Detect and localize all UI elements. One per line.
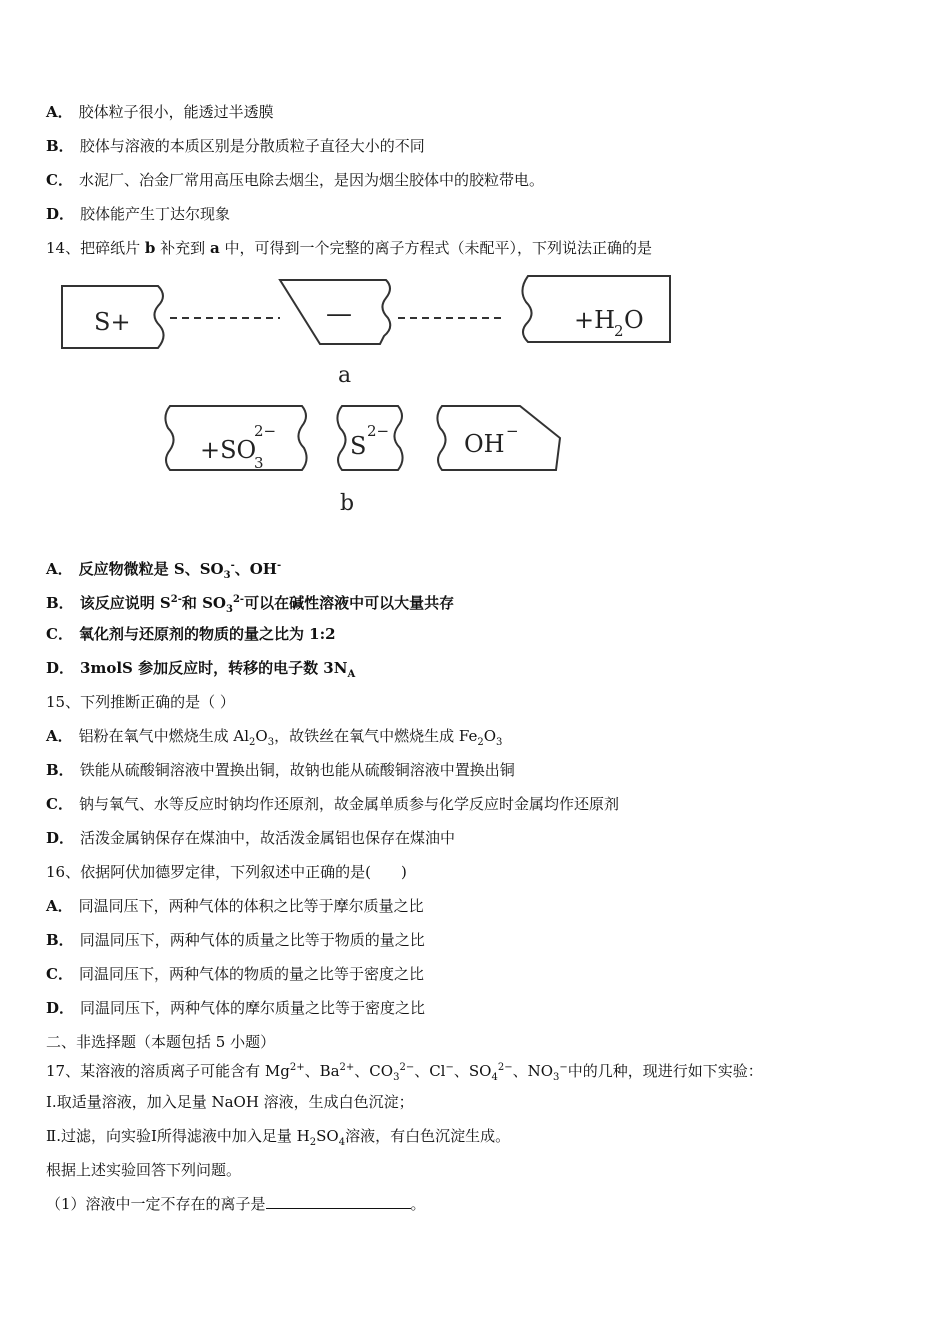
q17-stem — [46, 1058, 763, 1088]
piece-text-so-sup: 2− — [254, 422, 277, 440]
subscript: 3 — [225, 604, 233, 615]
q17-text: 。 — [410, 1195, 426, 1213]
piece-text-so-sub: 3 — [254, 454, 264, 472]
subscript: 3 — [393, 1072, 400, 1083]
option-letter: C． — [46, 625, 73, 643]
q17-text: 溶液，有白色沉淀生成。 — [345, 1127, 511, 1145]
label-a: a — [338, 363, 352, 388]
option-letter: B． — [46, 931, 74, 949]
option-text: 同温同压下，两种气体的体积之比等于摩尔质量之比 — [78, 897, 424, 915]
q13-option-c — [46, 170, 544, 190]
q16-option-c — [46, 964, 424, 984]
superscript: 2- — [232, 594, 245, 605]
subscript: 3 — [267, 737, 275, 748]
superscript: 2+ — [339, 1062, 355, 1073]
subscript: 3 — [553, 1072, 560, 1083]
q14-stem-part: 中，可得到一个完整的离子方程式（未配平），下列说法正确的是 — [224, 239, 652, 257]
piece-text-s-sup: 2− — [367, 422, 390, 440]
q17-subquestion-1 — [46, 1194, 426, 1214]
q17-step-2 — [46, 1126, 510, 1153]
option-letter: D． — [46, 205, 75, 223]
option-text: 可以在碱性溶液中可以大量共存 — [244, 594, 455, 612]
q17-text: （1）溶液中一定不存在的离子是 — [46, 1195, 266, 1213]
q17-step-1: Ⅰ.取适量溶液，加入足量 NaOH 溶液，生成白色沉淀； — [46, 1093, 414, 1111]
paper-pieces-figure — [58, 272, 678, 520]
subscript: 4 — [491, 1072, 498, 1083]
q17-text: 、Cl — [414, 1062, 446, 1080]
option-text: O — [255, 727, 268, 745]
q16-option-a — [46, 896, 424, 916]
option-letter: C． — [46, 965, 73, 983]
option-letter: B． — [46, 137, 74, 155]
option-text: 和 SO — [181, 594, 226, 612]
subscript: 2 — [309, 1137, 317, 1148]
piece-text-h-sub: 2 — [614, 322, 624, 340]
subscript: 3 — [496, 737, 503, 748]
subscript: 2 — [477, 737, 484, 748]
q17-text: 中的几种，现进行如下实验： — [567, 1062, 763, 1080]
subscript: 2 — [249, 737, 256, 748]
q14-stem-part: 补充到 — [160, 239, 206, 257]
q13-option-a — [46, 102, 274, 122]
superscript: 2- — [170, 594, 182, 605]
option-letter: D． — [46, 829, 75, 847]
option-text: 水泥厂、冶金厂常用高压电除去烟尘，是因为烟尘胶体中的胶粒带电。 — [78, 171, 544, 189]
q15-stem: 15、下列推断正确的是（ ） — [46, 693, 235, 711]
option-text: 活泼金属钠保存在煤油中，故活泼金属铝也保存在煤油中 — [80, 829, 456, 847]
option-text: 、OH — [234, 560, 277, 578]
q14-stem-a: a — [209, 239, 220, 257]
q17-text: SO — [316, 1127, 339, 1145]
option-text: 氧化剂与还原剂的物质的量之比为 1:2 — [78, 625, 336, 643]
q14-option-d — [46, 658, 355, 685]
superscript: - — [230, 560, 235, 571]
option-text: 反应物微粒是 S、SO — [78, 560, 224, 578]
option-text: 3molS 参加反应时，转移的电子数 3N — [80, 659, 348, 677]
superscript: 2+ — [289, 1062, 305, 1073]
option-text: O — [483, 727, 497, 745]
option-letter: B． — [46, 761, 74, 779]
option-text: 同温同压下，两种气体的摩尔质量之比等于密度之比 — [80, 999, 426, 1017]
option-letter: A． — [46, 897, 73, 915]
paper-pieces-svg — [58, 272, 678, 520]
subscript: A — [347, 669, 356, 680]
option-letter: A． — [46, 103, 73, 121]
option-text: 铁能从硫酸铜溶液中置换出铜，故钠也能从硫酸铜溶液中置换出铜 — [79, 761, 515, 779]
piece-text-so: +SO — [200, 436, 257, 464]
q17-text: 、NO — [512, 1062, 554, 1080]
option-text: 钠与氧气、水等反应时钠均作还原剂，故金属单质参与化学反应时金属均作还原剂 — [78, 795, 619, 813]
option-text: ，故铁丝在氧气中燃烧生成 Fe — [274, 727, 478, 745]
q13-option-b — [46, 136, 425, 156]
piece-text-oh-sup: − — [506, 422, 519, 440]
q17-text: 、SO — [453, 1062, 492, 1080]
piece-text-minus: — — [326, 299, 352, 329]
option-text: 铝粉在氧气中燃烧生成 Al — [78, 727, 250, 745]
q17-text: 、CO — [354, 1062, 394, 1080]
section-heading: 二、非选择题（本题包括 5 小题） — [46, 1033, 276, 1051]
answer-blank[interactable] — [266, 1194, 411, 1209]
option-text: 胶体与溶液的本质区别是分散质粒子直径大小的不同 — [79, 137, 425, 155]
superscript: − — [445, 1062, 454, 1073]
q15-option-a — [46, 726, 502, 753]
option-text: 胶体能产生丁达尔现象 — [80, 205, 231, 223]
superscript: - — [276, 560, 282, 571]
q17-instruction: 根据上述实验回答下列问题。 — [46, 1161, 242, 1179]
option-letter: A． — [46, 560, 73, 578]
piece-text-o: O — [624, 306, 644, 334]
q14-stem-b: b — [144, 239, 156, 257]
option-text: 胶体粒子很小，能透过半透膜 — [78, 103, 274, 121]
piece-text-s-plus: S+ — [94, 308, 131, 336]
superscript: 2− — [497, 1062, 513, 1073]
q16-option-d — [46, 998, 425, 1018]
superscript: − — [559, 1062, 568, 1073]
q15-option-c — [46, 794, 619, 814]
q14-option-c — [46, 624, 336, 644]
piece-text-oh: OH — [464, 430, 505, 458]
q17-text: Ⅱ.过滤，向实验Ⅰ所得滤液中加入足量 H — [46, 1127, 310, 1145]
option-letter: C． — [46, 171, 73, 189]
q14-stem — [46, 238, 652, 258]
piece-text-h: +H — [574, 306, 616, 334]
subscript: 4 — [338, 1137, 346, 1148]
q14-stem-part: 14、把碎纸片 — [46, 239, 141, 257]
option-letter: D． — [46, 659, 75, 677]
q13-option-d — [46, 204, 230, 224]
q14-option-b — [46, 590, 454, 620]
option-letter: C． — [46, 795, 73, 813]
q17-text: 17、某溶液的溶质离子可能含有 Mg — [46, 1062, 290, 1080]
q17-text: 、Ba — [304, 1062, 340, 1080]
q15-option-b — [46, 760, 515, 780]
subscript: 3 — [223, 570, 231, 581]
q16-stem: 16、依据阿伏加德罗定律，下列叙述中正确的是( ) — [46, 863, 407, 881]
option-text: 同温同压下，两种气体的物质的量之比等于密度之比 — [78, 965, 424, 983]
option-letter: A． — [46, 727, 73, 745]
option-letter: D． — [46, 999, 75, 1017]
option-text: 同温同压下，两种气体的质量之比等于物质的量之比 — [79, 931, 425, 949]
option-letter: B． — [46, 594, 74, 612]
q16-option-b — [46, 930, 425, 950]
q14-option-a — [46, 556, 281, 586]
label-b: b — [340, 491, 355, 516]
q15-option-d — [46, 828, 455, 848]
piece-text-s: S — [350, 432, 367, 460]
option-text: 该反应说明 S — [79, 594, 171, 612]
superscript: 2− — [399, 1062, 415, 1073]
